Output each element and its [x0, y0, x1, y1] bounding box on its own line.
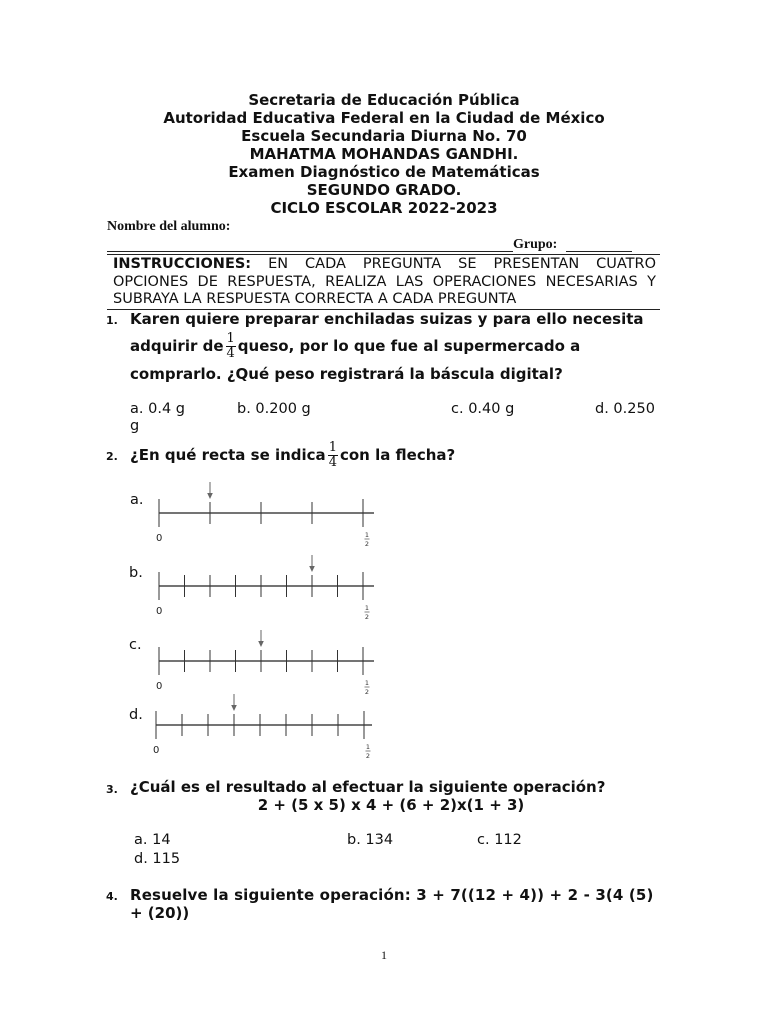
- question-2-before: ¿En qué recta se indica: [130, 446, 326, 464]
- page-number: 1: [381, 948, 387, 962]
- header-line-4: MAHATMA MOHANDAS GANDHI.: [249, 145, 519, 163]
- number-line-b-zero-label: 0: [156, 606, 163, 617]
- instructions-body: EN CADA PREGUNTA SE PRESENTAN CUATRO OPCIONES DE RESPUESTA, REALIZA LAS OPERACIONES NECESARIAS Y SUBRAYA LA RESPUESTA CORRECTA A CADA PREGUNTA: [113, 256, 657, 307]
- question-4-line-2: + (20)): [130, 904, 190, 922]
- number-line-d-zero-label: 0: [153, 745, 160, 756]
- header-line-5: Examen Diagnóstico de Matemáticas: [228, 163, 540, 181]
- question-2-number: 2.: [106, 450, 118, 463]
- student-name-label: Nombre del alumno:: [107, 219, 231, 234]
- header-line-2: Autoridad Educativa Federal en la Ciudad de México: [163, 109, 605, 127]
- number-line-d-end-numerator: 1: [365, 743, 371, 751]
- number-line-b-end-denominator: 2: [364, 613, 370, 621]
- number-line-c-end-numerator: 1: [364, 679, 370, 687]
- number-line-c-end-denominator: 2: [364, 688, 370, 696]
- question-3-option-b[interactable]: b. 134: [347, 832, 394, 848]
- fraction-denominator: 4: [226, 345, 235, 361]
- number-line-b-arrow-head: [309, 566, 315, 572]
- question-3-option-a[interactable]: a. 14: [134, 832, 171, 848]
- question-3-expression: 2 + (5 x 5) x 4 + (6 + 2)x(1 + 3): [257, 796, 525, 814]
- header-line-3: Escuela Secundaria Diurna No. 70: [241, 127, 527, 145]
- fraction-numerator: 1: [226, 330, 235, 346]
- number-line-d-label[interactable]: d.: [129, 707, 143, 723]
- question-4-number: 4.: [106, 890, 118, 903]
- number-line-b-label[interactable]: b.: [129, 565, 143, 581]
- question-3-number: 3.: [106, 783, 118, 796]
- question-3-option-c[interactable]: c. 112: [477, 832, 522, 848]
- number-line-a-label[interactable]: a.: [130, 492, 144, 508]
- question-1-line-1: Karen quiere preparar enchiladas suizas y para ello necesita: [130, 310, 644, 328]
- header-line-7: CICLO ESCOLAR 2022-2023: [270, 199, 498, 217]
- number-line-a-end-numerator: 1: [364, 531, 370, 539]
- number-line-d-end-denominator: 2: [365, 752, 371, 760]
- question-1-line-3: comprarlo. ¿Qué peso registrará la báscula digital?: [130, 365, 563, 383]
- question-1-option-c[interactable]: c. 0.40 g: [451, 401, 515, 417]
- number-line-c-zero-label: 0: [156, 681, 163, 692]
- question-1-line-2-after: queso, por lo que fue al supermercado a: [237, 337, 581, 355]
- fraction-numerator: 1: [328, 439, 337, 455]
- question-1-line-2-before: adquirir de: [130, 337, 224, 355]
- number-line-a-zero-label: 0: [156, 533, 163, 544]
- question-1-option-d-unit: g: [130, 418, 140, 434]
- number-line-d-arrow-head: [231, 705, 237, 711]
- header-line-1: Secretaria de Educación Pública: [248, 91, 520, 109]
- header-line-6: SEGUNDO GRADO.: [306, 181, 462, 199]
- question-2-after: con la flecha?: [339, 446, 456, 464]
- question-1-option-b[interactable]: b. 0.200 g: [237, 401, 311, 417]
- question-1-option-d[interactable]: d. 0.250: [595, 401, 655, 417]
- fraction-denominator: 4: [328, 454, 337, 470]
- number-line-a-arrow-head: [207, 493, 213, 499]
- question-4-line-1: Resuelve la siguiente operación: 3 + 7((12 + 4)) + 2 - 3(4 (5): [130, 886, 654, 904]
- question-1-number: 1.: [106, 314, 118, 327]
- instructions-title: INSTRUCCIONES:: [113, 256, 252, 272]
- number-line-c-arrow-head: [258, 641, 264, 647]
- question-1-option-a[interactable]: a. 0.4 g: [130, 401, 185, 417]
- number-line-c-label[interactable]: c.: [129, 637, 142, 653]
- question-3-option-d[interactable]: d. 115: [134, 851, 181, 867]
- number-line-a-end-denominator: 2: [364, 540, 370, 548]
- group-label: Grupo:: [513, 237, 558, 252]
- question-3-text: ¿Cuál es el resultado al efectuar la siguiente operación?: [130, 778, 606, 796]
- number-line-b-end-numerator: 1: [364, 604, 370, 612]
